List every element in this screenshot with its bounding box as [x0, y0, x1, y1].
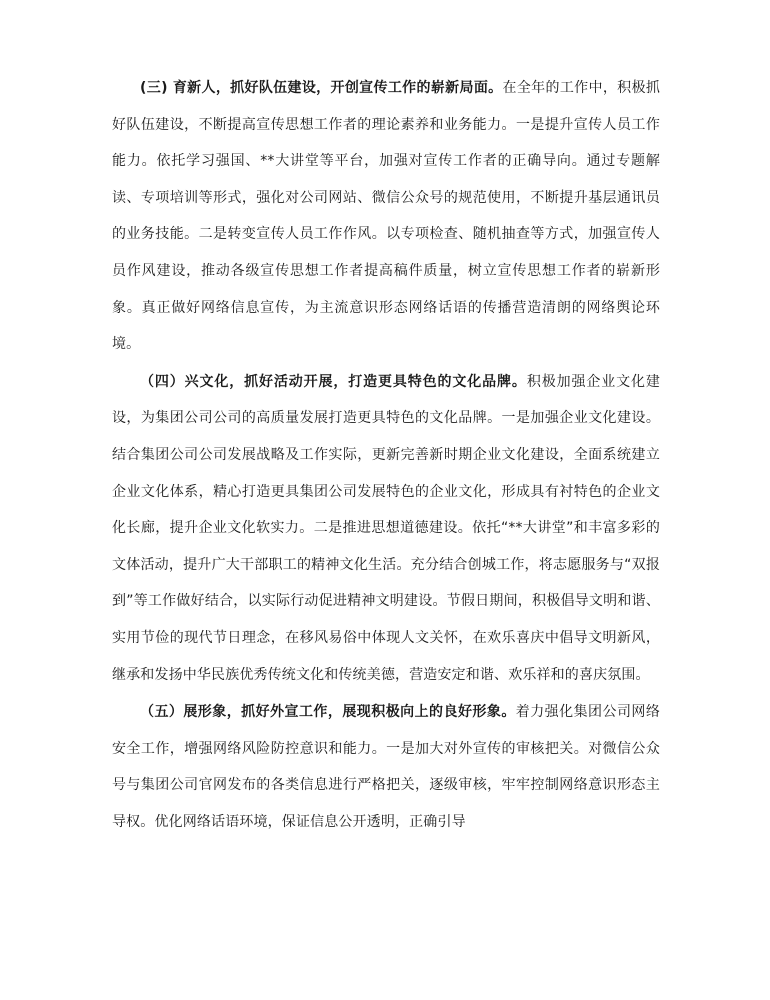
- section-5-heading: （五）展形象，抓好外宣工作，展现积极向上的良好形象。: [140, 704, 516, 721]
- document-body: [112, 70, 660, 840]
- section-3-paragraph: [112, 70, 660, 363]
- section-4-paragraph: [112, 364, 660, 693]
- section-3-heading: (三) 育新人，抓好队伍建设，开创宣传工作的崭新局面。: [140, 80, 503, 96]
- section-5-paragraph: [112, 694, 660, 840]
- section-4-heading: （四）兴文化，抓好活动开展，打造更具特色的文化品牌。: [140, 373, 527, 390]
- section-5-body: 着力强化集团公司网络安全工作，增强网络风险防控意识和能力。一是加大对外宣传的审核把关。对微信公众号与集团公司官网发布的各类信息进行严格把关，逐级审核，牢牢控制网络意识形态主导权。优化网络话语环境，保证信息公开透明，正确引导: [112, 704, 661, 830]
- section-3-body: 在全年的工作中，积极抓好队伍建设，不断提高宣传思想工作者的理论素养和业务能力。一是提升宣传人员工作能力。依托学习强国、**大讲堂等平台，加强对宣传工作者的正确导向。通过专题解读、专项培训等形式，强化对公司网站、微信公众号的规范使用，不断提升基层通讯员的业务技能。二是转变宣传人员工作作风。以专项检查、随机抽查等方式，加强宣传人员作风建设，推动各级宣传思想工作者提高稿件质量，树立宣传思想工作者的崭新形象。真正做好网络信息宣传，为主流意识形态网络话语的传播营造清朗的网络舆论环境。: [112, 80, 660, 353]
- section-4-body: 积极加强企业文化建设，为集团公司公司的高质量发展打造更具特色的文化品牌。一是加强企业文化建设。结合集团公司公司发展战略及工作实际，更新完善新时期企业文化建设，全面系统建立企业文化体系，精心打造更具集团公司发展特色的企业文化，形成具有衬特色的企业文化长廊，提升企业文化软实力。二是推进思想道德建设。依托“**大讲堂”和丰富多彩的文体活动，提升广大干部职工的精神文化生活。充分结合创城工作，将志愿服务与“双报到”等工作做好结合，以实际行动促进精神文明建设。节假日期间，积极倡导文明和谐、实用节俭的现代节日理念，在移风易俗中体现人文关怀，在欢乐喜庆中倡导文明新风，继承和发扬中华民族优秀传统文化和传统美德，营造安定和谐、欢乐祥和的喜庆氛围。: [112, 373, 660, 683]
